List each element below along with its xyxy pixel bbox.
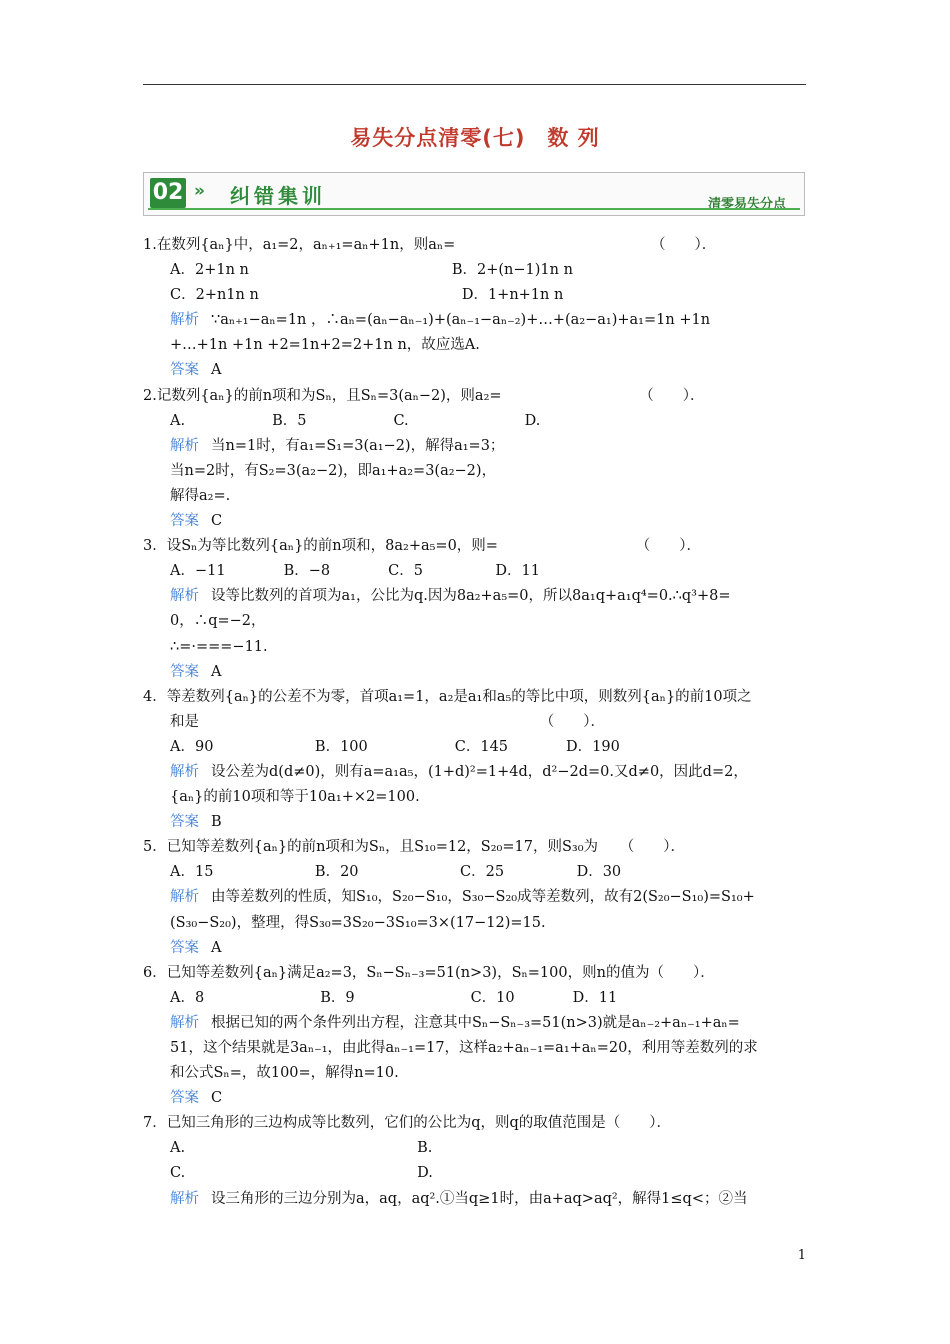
text-line	[143, 1036, 809, 1061]
line-text: +…+1n +1n +2=1n+2=2+1n n，故应选A.	[170, 337, 480, 354]
page-number: 1	[797, 1248, 806, 1263]
answer-line	[143, 509, 809, 534]
text-line	[143, 609, 809, 634]
analysis-label: 解析	[170, 889, 199, 906]
text-line	[143, 835, 809, 860]
answer-label: 答案	[170, 939, 199, 956]
section-banner	[143, 172, 805, 216]
line-text: 由等差数列的性质，知S₁₀，S₂₀−S₁₀，S₃₀−S₂₀成等差数列，故有2(S₂₀−S₁₀)=S₁₀+	[211, 889, 755, 906]
text-line	[143, 1111, 809, 1136]
analysis-label: 解析	[170, 1014, 199, 1031]
line-text: 6．已知等差数列{aₙ}满足a₂=3，Sₙ−Sₙ₋₃=51(n>3)，Sₙ=100，则n的值为（ ）．	[143, 964, 715, 981]
text-line	[143, 710, 809, 735]
problem-list	[143, 233, 809, 1212]
line-text: 当n=2时，有S₂=3(a₂−2)，即a₁+a₂=3(a₂−2)，	[170, 462, 497, 479]
line-text: A. B.	[170, 1140, 433, 1157]
answer-line	[143, 936, 809, 961]
line-text: 和公式Sₙ=，故100=，解得n=10.	[170, 1065, 399, 1082]
line-text: B	[211, 814, 222, 831]
line-text: 4．等差数列{aₙ}的公差不为零，首项a₁=1，a₂是a₁和a₅的等比中项，则数列{aₙ}的前10项之	[143, 688, 752, 705]
banner-underline	[148, 208, 800, 210]
text-line	[143, 283, 809, 308]
line-text: 当n=1时，有a₁=S₁=3(a₁−2)，解得a₁=3；	[211, 437, 505, 454]
text-line	[143, 961, 809, 986]
text-line	[143, 635, 809, 660]
line-text: C	[211, 1090, 223, 1107]
text-line	[143, 484, 809, 509]
line-text: 1.在数列{aₙ}中，a₁=2，aₙ₊₁=aₙ+1n，则aₙ= （ ）．	[143, 237, 717, 253]
top-rule	[143, 84, 806, 85]
analysis-label: 解析	[170, 1190, 199, 1207]
line-text: 设等比数列的首项为a₁，公比为q.因为8a₂+a₅=0，所以8a₁q+a₁q⁴=0.∴q³+8=	[211, 588, 731, 605]
line-text: 3．设Sₙ为等比数列{aₙ}的前n项和，8a₂+a₅=0，则= （ ）．	[143, 538, 701, 555]
line-text: 设公差为d(d≠0)，则有a=a₁a₅，(1+d)²=1+4d，d²−2d=0.又d≠0，因此d=2，	[211, 763, 748, 780]
line-text: A．8 B．9 C．10 D．11	[170, 989, 618, 1006]
answer-label: 答案	[170, 814, 199, 831]
line-text: {aₙ}的前10项和等于10a₁+×2=100.	[170, 789, 420, 806]
line-text: A．15 B．20 C．25 D．30	[170, 864, 622, 881]
line-text: A. B．5 C. D.	[170, 412, 541, 429]
chevron-right-icon: »	[194, 181, 205, 201]
line-text: (S₃₀−S₂₀)，整理，得S₃₀=3S₂₀−3S₁₀=3×(17−12)=15.	[170, 914, 546, 931]
line-text: A．−11 B．−8 C．5 D．11	[170, 563, 540, 580]
text-line	[143, 233, 809, 258]
analysis-label: 解析	[170, 588, 199, 605]
answer-line	[143, 660, 809, 685]
line-text: 解得a₂=.	[170, 487, 231, 504]
answer-label: 答案	[170, 1090, 199, 1107]
line-text: A	[211, 362, 222, 379]
analysis-line	[143, 434, 809, 459]
text-line	[143, 860, 809, 885]
analysis-line	[143, 1187, 809, 1212]
line-text: 51，这个结果就是3aₙ₋₁，由此得aₙ₋₁=17，这样a₂+aₙ₋₁=a₁+aₙ=20，利用等差数列的求	[170, 1040, 758, 1056]
analysis-line	[143, 885, 809, 910]
text-line	[143, 785, 809, 810]
text-line	[143, 534, 809, 559]
text-line	[143, 258, 809, 283]
answer-line	[143, 810, 809, 835]
text-line	[143, 1136, 809, 1161]
text-line	[143, 384, 809, 409]
text-line	[143, 685, 809, 710]
analysis-line	[143, 308, 809, 333]
line-text: C. D.	[170, 1165, 433, 1182]
page-title: 易失分点清零(七) 数 列	[350, 126, 600, 150]
line-text: 5．已知等差数列{aₙ}的前n项和为Sₙ，且S₁₀=12，S₂₀=17，则S₃₀为 （ ）．	[143, 839, 686, 856]
line-text: A．90 B．100 C．145 D．190	[170, 738, 620, 755]
line-text: ∴=·===−11.	[170, 638, 268, 655]
analysis-label: 解析	[170, 437, 199, 454]
text-line	[143, 409, 809, 434]
text-line	[143, 559, 809, 584]
line-text: 0，∴q=−2，	[170, 613, 266, 630]
answer-label: 答案	[170, 663, 199, 680]
answer-label: 答案	[170, 362, 199, 379]
line-text: C	[211, 513, 223, 530]
analysis-line	[143, 760, 809, 785]
section-tag: 清零易失分点	[707, 197, 786, 212]
text-line	[143, 1061, 809, 1086]
analysis-line	[143, 584, 809, 609]
section-badge: 02	[150, 178, 186, 208]
text-line	[143, 911, 809, 936]
section-label: 纠错集训	[230, 184, 326, 208]
line-text: 根据已知的两个条件列出方程，注意其中Sₙ−Sₙ₋₃=51(n>3)就是aₙ₋₂+aₙ₋₁+aₙ=	[211, 1014, 740, 1031]
line-text: 和是 （ ）．	[170, 713, 605, 730]
line-text: ∵aₙ₊₁−aₙ=1n ，∴aₙ=(aₙ−aₙ₋₁)+(aₙ₋₁−aₙ₋₂)+…+(a₂−a₁)+a₁=1n +1n	[211, 312, 711, 329]
analysis-label: 解析	[170, 312, 199, 329]
line-text: C．2+n1n n D．1+n+1n n	[170, 287, 564, 304]
text-line	[143, 459, 809, 484]
line-text: A	[211, 939, 222, 956]
text-line	[143, 333, 809, 358]
answer-line	[143, 358, 809, 383]
answer-line	[143, 1086, 809, 1111]
answer-label: 答案	[170, 513, 199, 530]
text-line	[143, 1161, 809, 1186]
line-text: A	[211, 663, 222, 680]
line-text: 设三角形的三边分别为a，aq，aq².①当q≥1时，由a+aq>aq²，解得1≤q<；②当	[211, 1190, 748, 1207]
text-line	[143, 986, 809, 1011]
line-text: 2.记数列{aₙ}的前n项和为Sₙ，且Sₙ=3(aₙ−2)，则a₂= （ ）．	[143, 387, 705, 404]
analysis-label: 解析	[170, 763, 199, 780]
text-line	[143, 735, 809, 760]
line-text: 7．已知三角形的三边构成等比数列，它们的公比为q，则q的取值范围是（ ）．	[143, 1115, 672, 1132]
analysis-line	[143, 1011, 809, 1036]
line-text: A．2+1n n B．2+(n−1)1n n	[170, 262, 573, 279]
